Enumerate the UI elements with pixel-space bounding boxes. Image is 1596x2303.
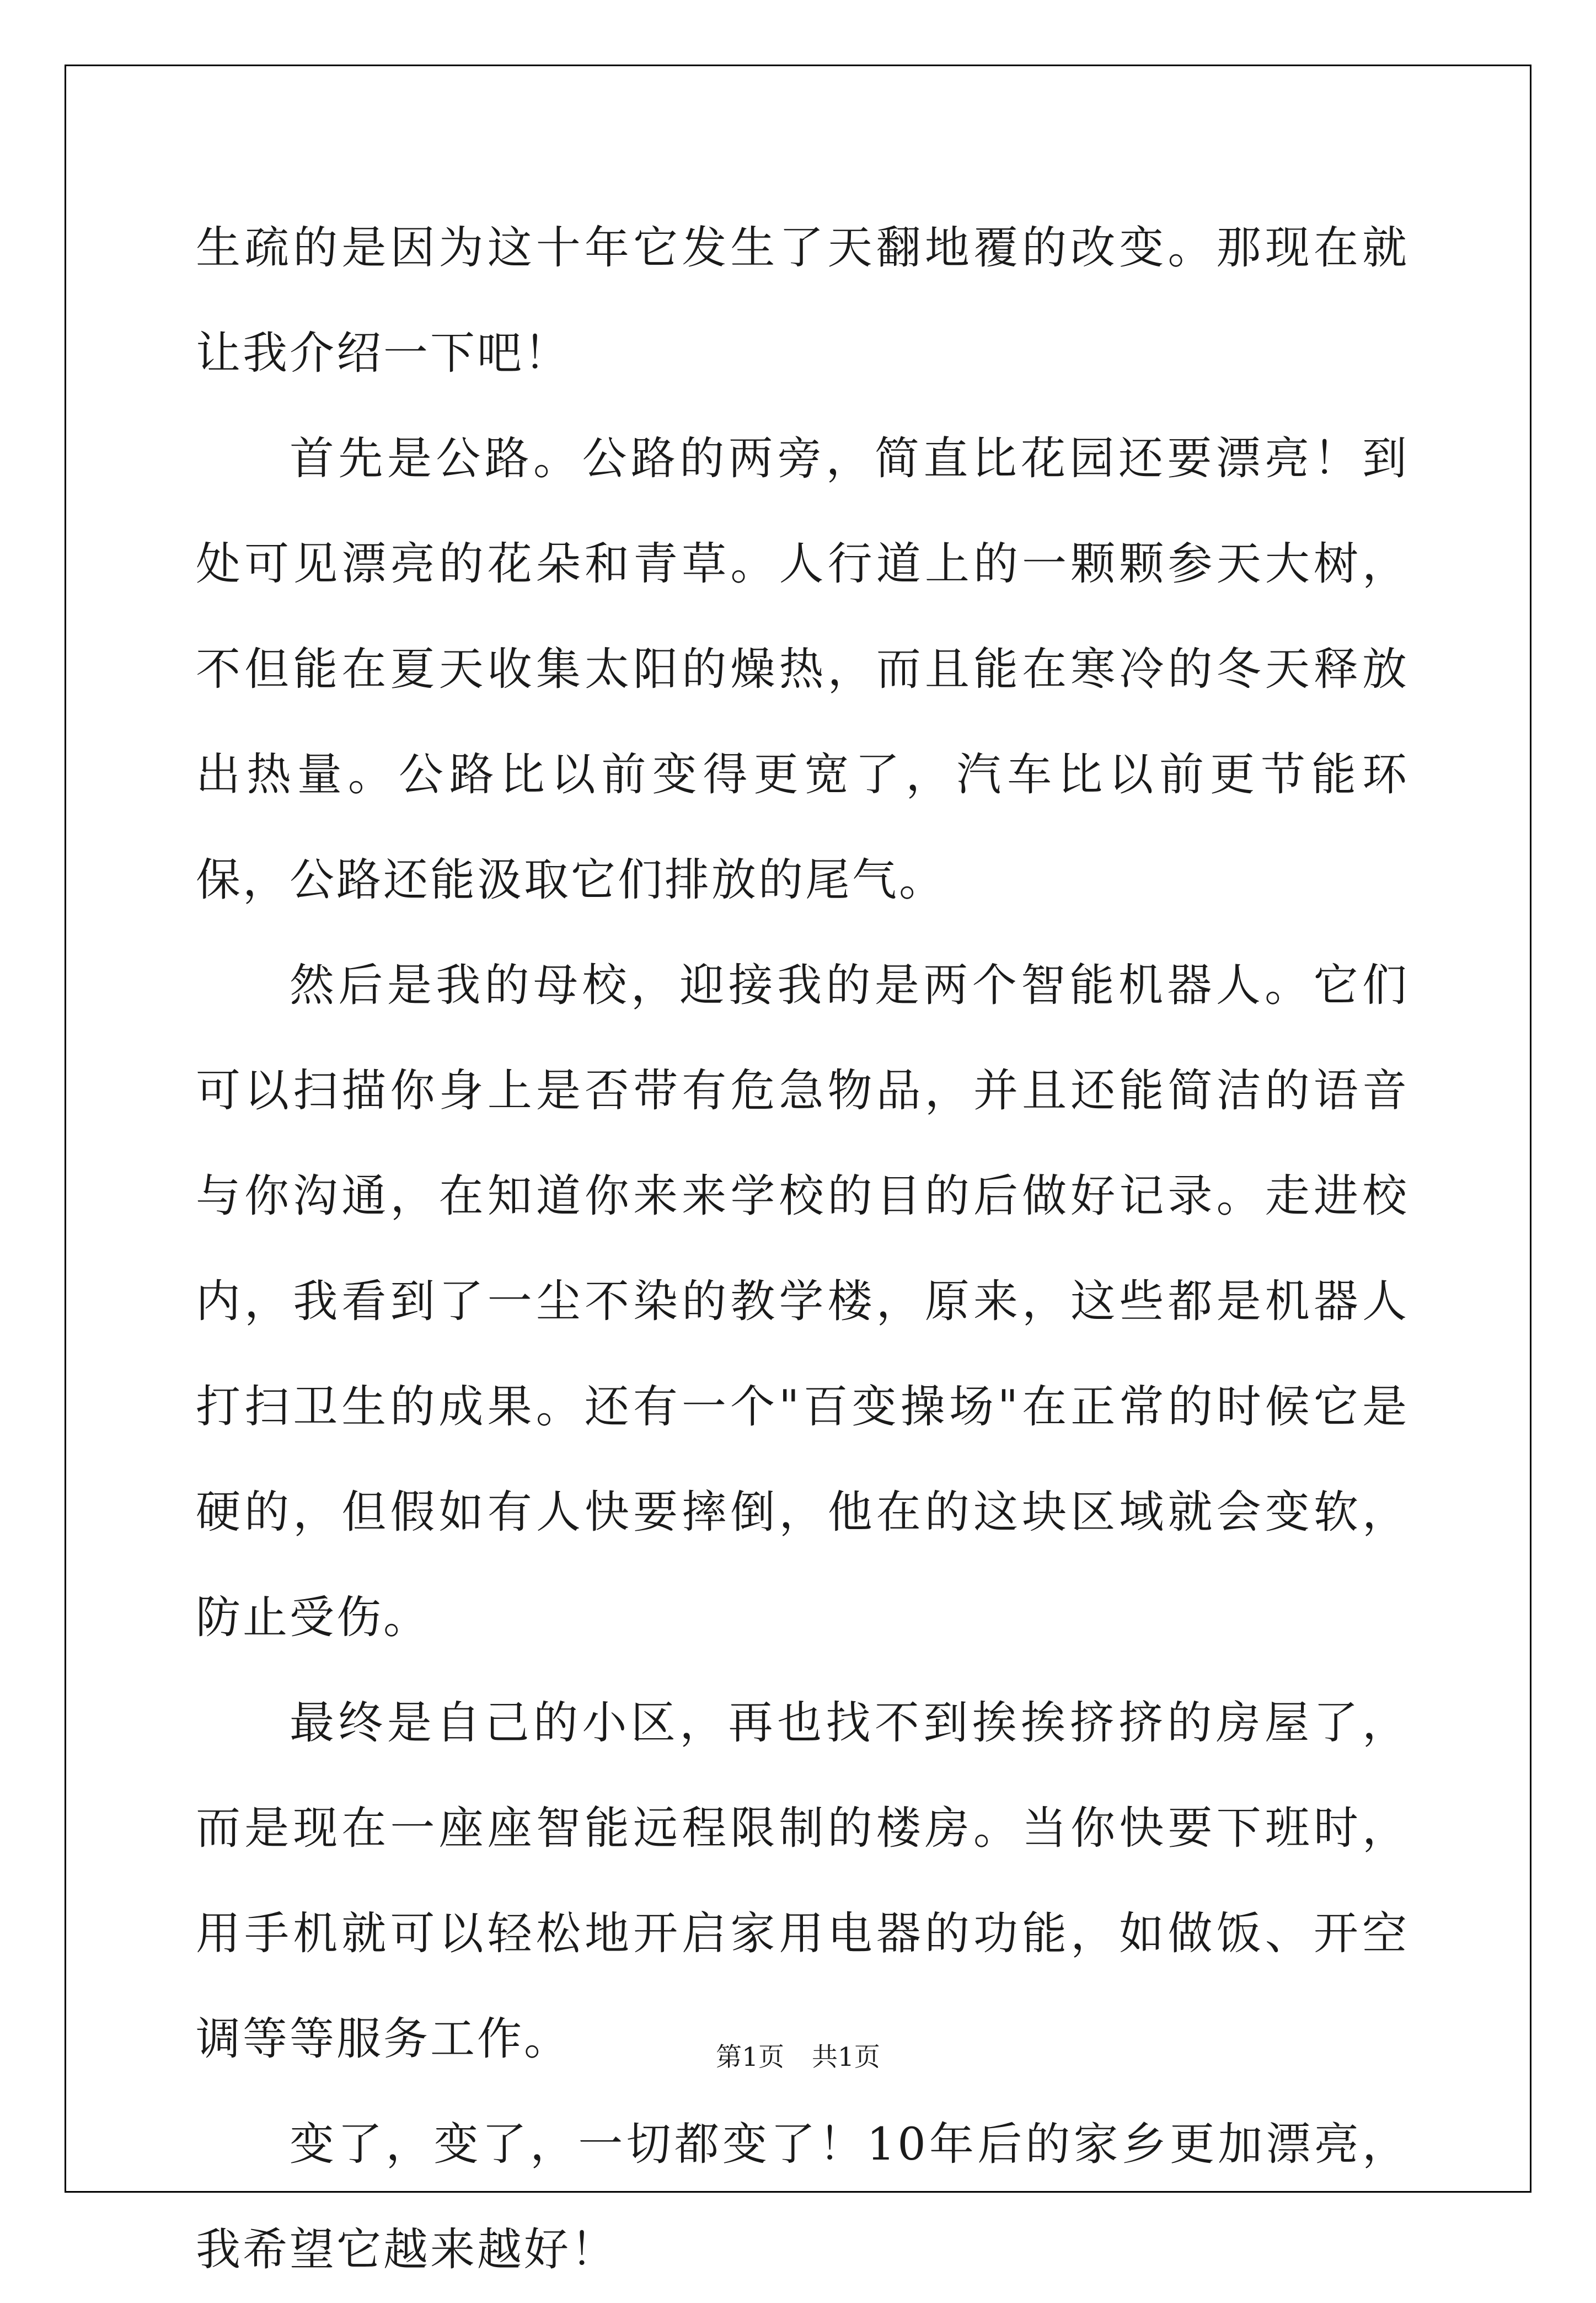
paragraph: 生疏的是因为这十年它发生了天翻地覆的改变。那现在就让我介绍一下吧！ [196, 222, 1409, 380]
page-footer [0, 2041, 1596, 2074]
page-number-total: 共1页 [812, 2042, 880, 2072]
paragraph: 然后是我的母校，迎接我的是两个智能机器人。它们可以扫描你身上是否带有危急物品，并且还能简洁的语音与你沟通，在知道你来来学校的目的后做好记录。走进校内，我看到了一尘不染的教学楼，原来，这些都是机器人打扫卫生的成果。还有一个"百变操场"在正常的时候它是硬的，但假如有人快要摔倒，他在的这块区域就会变软，防止受伤。 [196, 960, 1409, 1644]
paragraph: 最终是自己的小区，再也找不到挨挨挤挤的房屋了，而是现在一座座智能远程限制的楼房。当你快要下班时，用手机就可以轻松地开启家用电器的功能，如做饭、开空调等等服务工作。 [196, 1697, 1409, 2065]
document-body [196, 196, 1409, 2303]
page-number-current: 第1页 [716, 2042, 784, 2072]
paragraph: 变了，变了，一切都变了！10年后的家乡更加漂亮，我希望它越来越好！ [196, 2119, 1409, 2276]
paragraph: 首先是公路。公路的两旁，简直比花园还要漂亮！到处可见漂亮的花朵和青草。人行道上的一颗颗参天大树，不但能在夏天收集太阳的燥热，而且能在寒冷的冬天释放出热量。公路比以前变得更宽了，汽车比以前更节能环保，公路还能汲取它们排放的尾气。 [196, 433, 1409, 906]
